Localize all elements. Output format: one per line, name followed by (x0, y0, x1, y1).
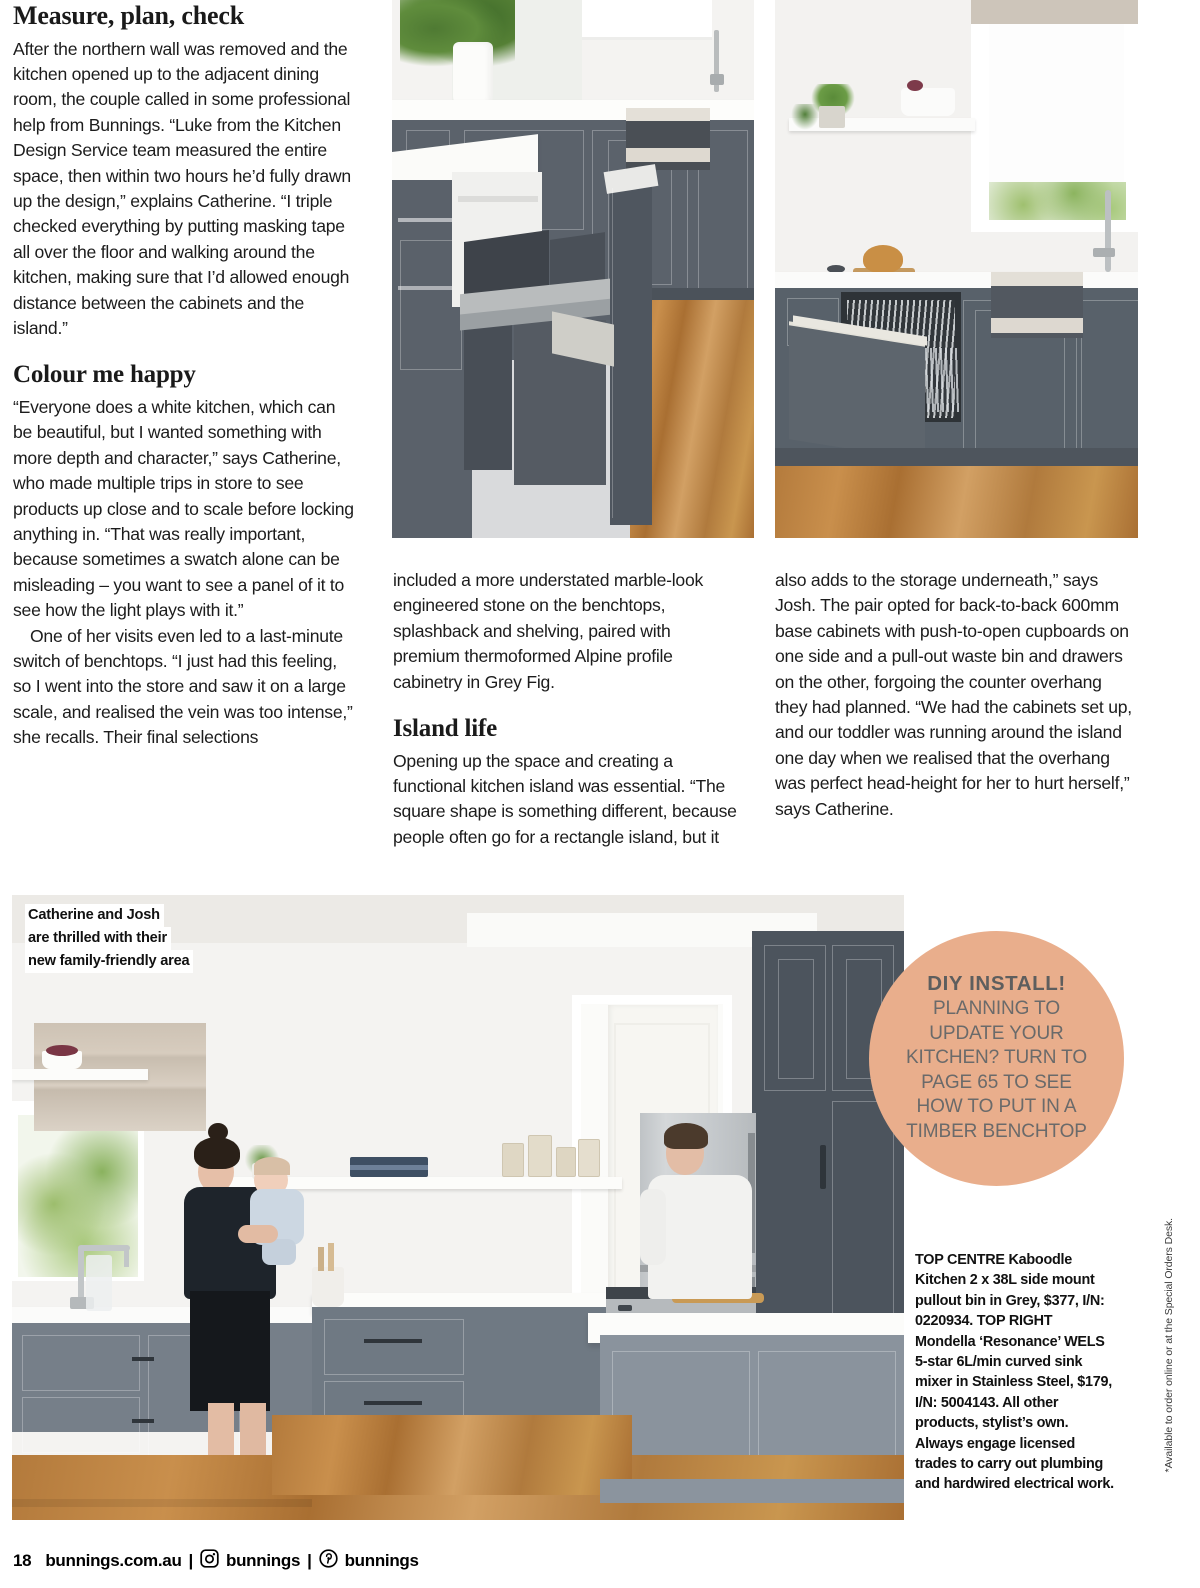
pinterest-handle[interactable]: bunnings (344, 1551, 419, 1570)
instagram-handle[interactable]: bunnings (226, 1551, 301, 1570)
section-spacer (393, 695, 738, 715)
paragraph: After the northern wall was removed and the kitchen opened up to the adjacent dining room, the couple called in some professional help from Bunnings. “Luke from the Kitchen Design Service team measured the entire space, then within two hours he’d fully drawn up the design,” explains Catherine. “I triple checked everything by putting masking tape all over the floor and walking around the kitchen, making sure that I’d allowed enough distance between the cabinets and the island.” (13, 38, 351, 339)
paragraph: also adds to the storage underneath,” says Josh. The pair opted for back-to-back 600mm base cabinets with push-to-open cupboards on one side and a pull-out waste bin and drawers on the other, forgoing the counter overhang they had planned. “We had the cabinets set up, and our toddler was running around the island one day when we realised that the overhang was perfect head-height for her to hurt herself,” says Catherine. (775, 570, 1132, 819)
section-body-colour-me-happy (13, 395, 358, 751)
caption-line: Catherine and Josh (25, 904, 164, 927)
paragraph: One of her visits even led to a last-minute switch of benchtops. “I just had this feeling, so I went into the store and saw it on a large scale, and realised the vein was too intense,” she recalls. Their final selections (13, 625, 353, 748)
section-spacer (13, 341, 358, 361)
page-number: 18 (13, 1551, 32, 1570)
middle-continued-paragraph (393, 568, 738, 695)
paragraph: included a more understated marble-look engineered stone on the benchtops, splashback and shelving, paired with premium thermoformed Alpine profile cabinetry in Grey Fig. (393, 570, 704, 692)
diy-callout-body (906, 997, 1087, 1144)
footer-separator-1: | (188, 1551, 194, 1570)
paragraph: “Everyone does a white kitchen, which can be beautiful, but I wanted something with more depth and character,” says Catherine, who made multiple trips in store to see products up close and to scale before locking anything in. “That was really important, because sometimes a swatch alone can be misleading – you want to see a panel of it to see how the light plays with it.” (13, 396, 354, 621)
diy-callout-line: TIMBER BENCHTOP (906, 1120, 1087, 1142)
kitchen-pullout-bin-photo (392, 0, 754, 538)
diy-callout-line: PAGE 65 TO SEE (921, 1071, 1072, 1093)
diy-callout-line: HOW TO PUT IN A (916, 1096, 1077, 1118)
page-footer (13, 1549, 419, 1573)
website-link[interactable]: bunnings.com.au (45, 1551, 182, 1570)
section-body-measure-plan-check (13, 37, 358, 342)
middle-column (393, 568, 738, 850)
paragraph: Opening up the space and creating a functional kitchen island was essential. “The square shape is something different, because people often go for a rectangle island, but it (393, 750, 737, 847)
section-heading-island-life: Island life (393, 715, 498, 743)
instagram-icon[interactable] (200, 1549, 219, 1573)
section-heading-colour-me-happy: Colour me happy (13, 361, 196, 389)
section-body-island-life (393, 749, 738, 851)
diy-callout-line: UPDATE YOUR (929, 1022, 1064, 1044)
diy-callout-line: PLANNING TO (932, 998, 1060, 1020)
section-heading-measure-plan-check: Measure, plan, check (13, 1, 244, 30)
caption-line: are thrilled with their (25, 927, 171, 950)
photo-caption (25, 904, 193, 973)
left-column (13, 2, 358, 751)
product-credits (915, 1250, 1115, 1495)
diy-install-callout (869, 931, 1124, 1186)
credits-text: TOP CENTRE Kaboodle Kitchen 2 x 38L side mount pullout bin in Grey, $377, I/N: 0220934. TOP RIGHT Mondella ‘Resonance’ WELS 5-star 6L/min curved sink mixer in Stainless Steel, $179, I/N: 5004143. All other products, stylist’s own. Always engage licensed trades to carry out plumbing and hardwired electrical work. (915, 1252, 1114, 1493)
pinterest-icon[interactable] (319, 1549, 338, 1573)
diy-callout-title: DIY INSTALL! (927, 971, 1066, 995)
kitchen-dishwasher-photo (775, 0, 1138, 538)
footer-separator-2: | (307, 1551, 312, 1570)
special-orders-note: *Available to order online or at the Special Orders Desk. (1163, 1218, 1175, 1473)
diy-callout-line: KITCHEN? TURN TO (905, 1047, 1088, 1069)
right-column (775, 568, 1133, 822)
caption-line: new family-friendly area (25, 950, 193, 973)
family-kitchen-photo (12, 895, 904, 1520)
right-continued-paragraph (775, 568, 1133, 822)
